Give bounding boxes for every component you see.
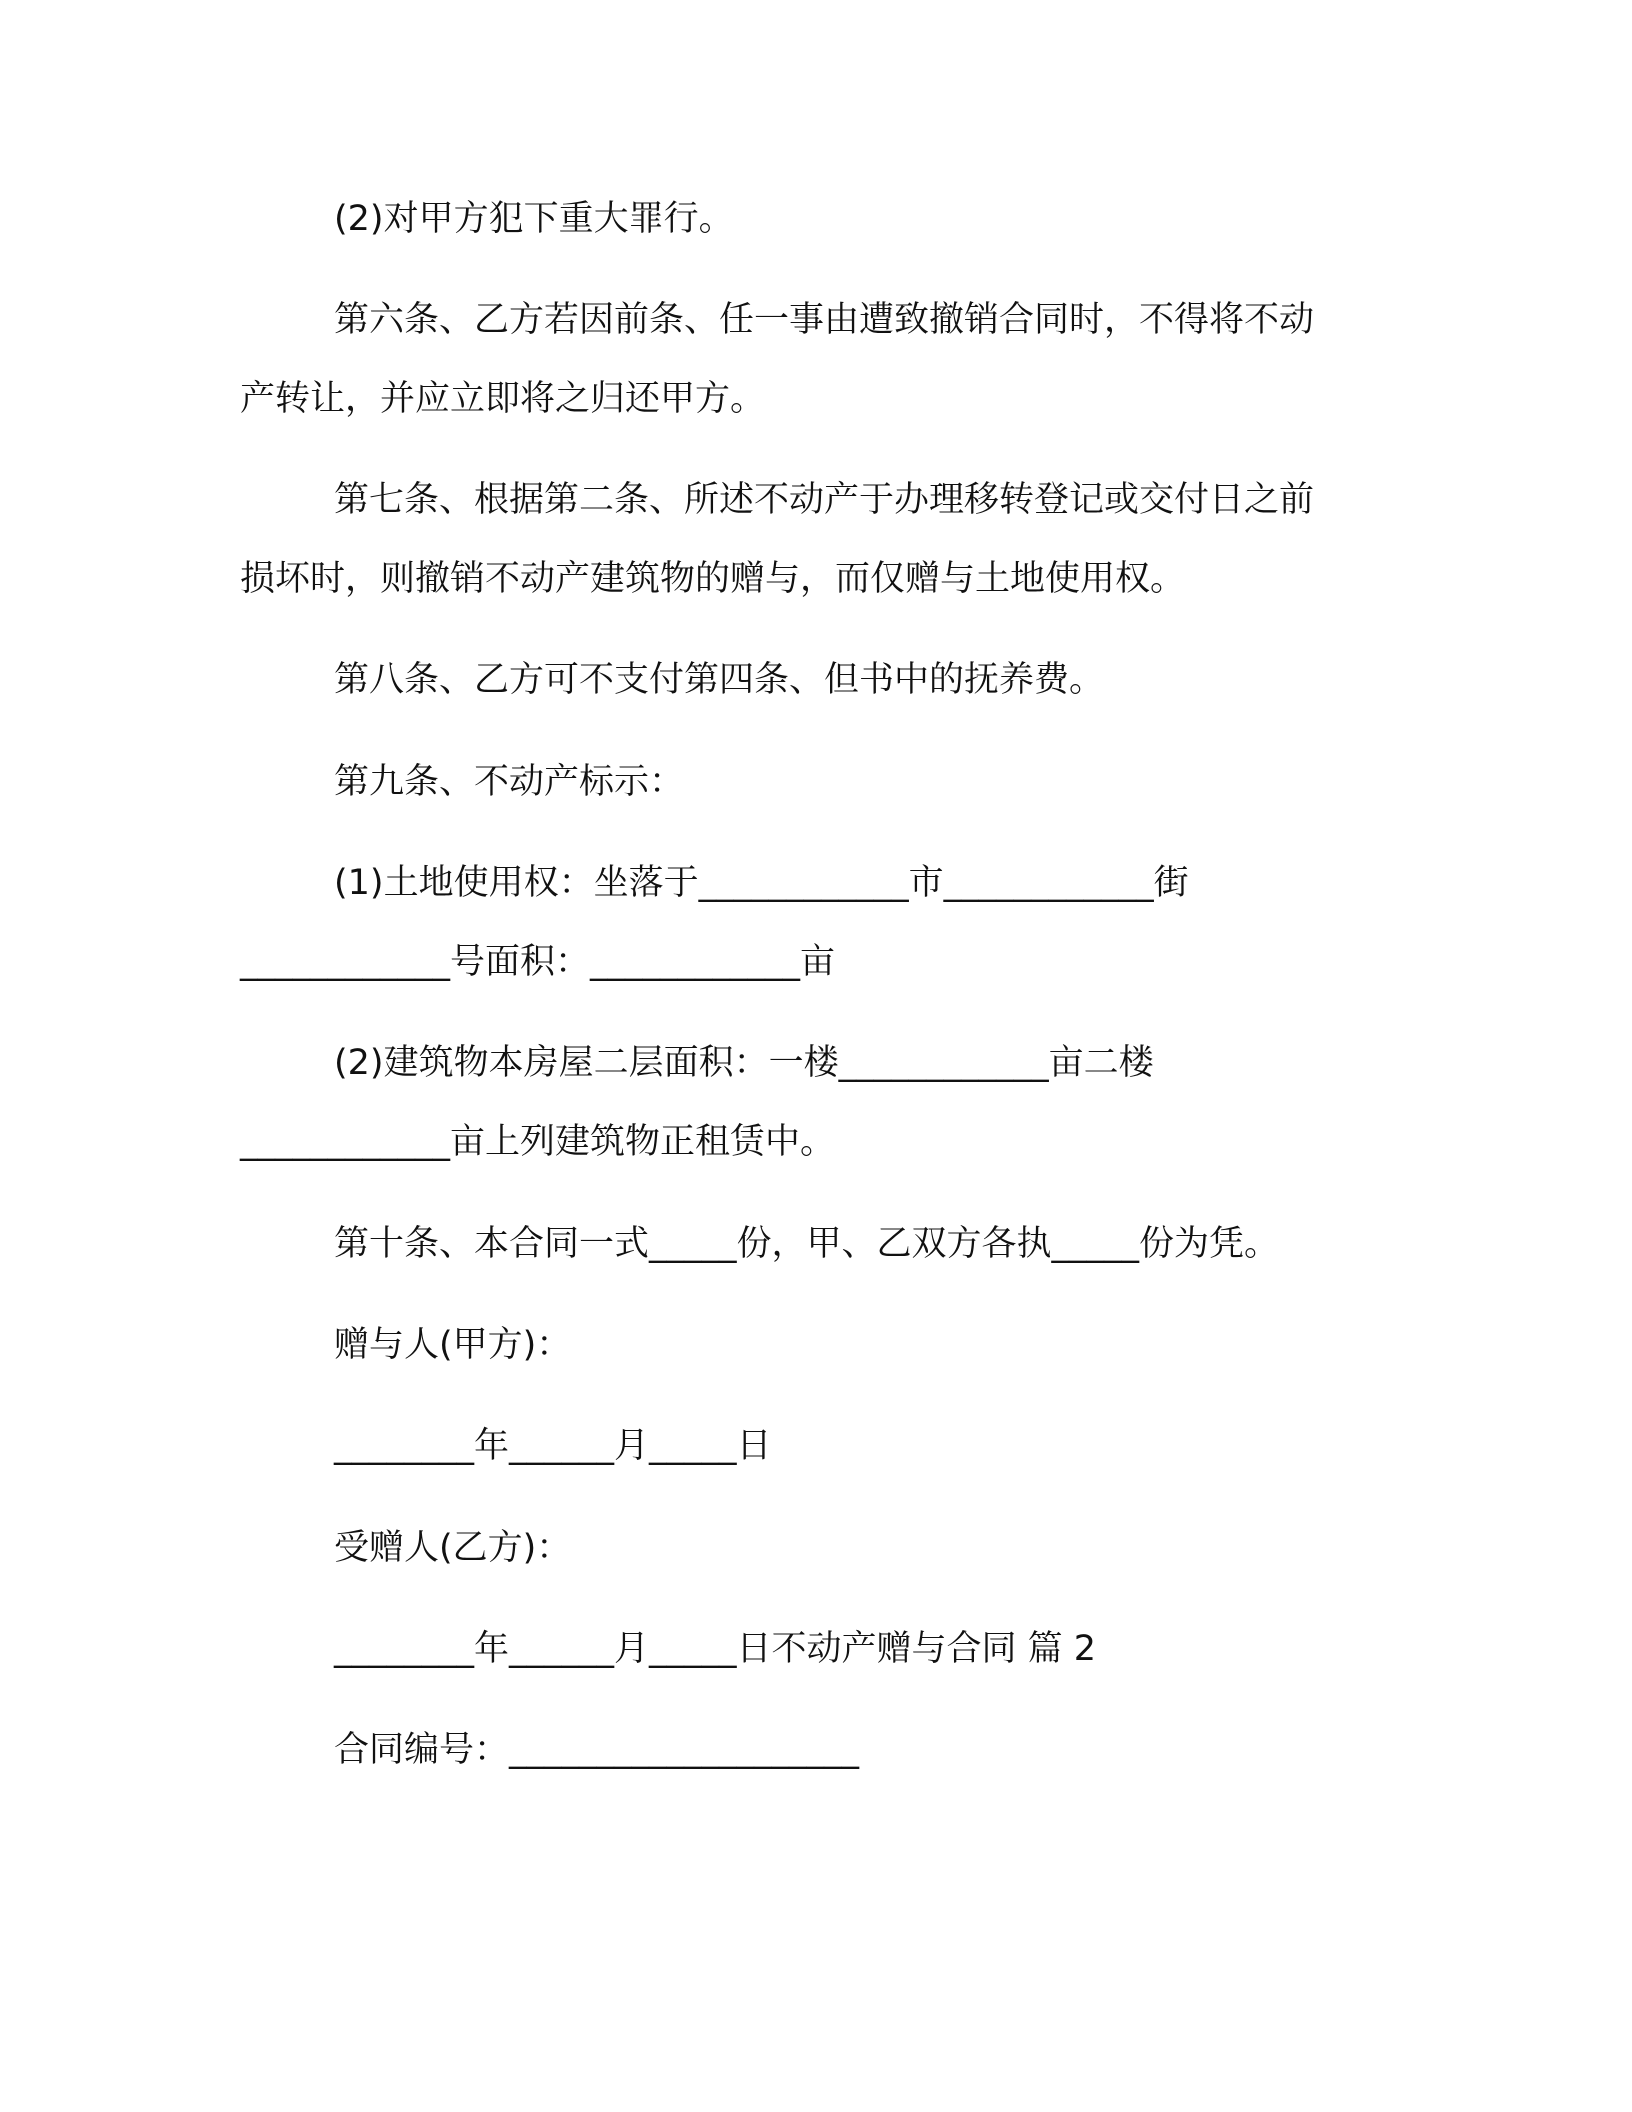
clause-7-line-1: 第七条、根据第二条、所述不动产于办理移转登记或交付日之前 [334, 480, 1315, 520]
clause-9-item-2-line-1: (2)建筑物本房屋二层面积：一楼____________亩二楼 [334, 1043, 1154, 1083]
contract-number: 合同编号：____________________ [334, 1730, 860, 1770]
clause-9-item-1-line-2: ____________号面积：____________亩 [240, 942, 836, 982]
donor-label: 赠与人(甲方)： [334, 1325, 572, 1365]
clause-9-item-1-line-1: (1)土地使用权：坐落于____________市____________街 [334, 863, 1189, 903]
clause-9-heading: 第九条、不动产标示： [334, 762, 685, 802]
clause-9-item-2-line-2: ____________亩上列建筑物正租赁中。 [240, 1122, 836, 1162]
donor-date: ________年______月_____日 [334, 1426, 772, 1466]
clause-7-line-2: 损坏时，则撤销不动产建筑物的赠与，而仅赠与土地使用权。 [240, 559, 1186, 599]
clause-10: 第十条、本合同一式_____份，甲、乙双方各执_____份为凭。 [334, 1224, 1280, 1264]
donee-date-and-next-title: ________年______月_____日不动产赠与合同 篇 2 [334, 1629, 1097, 1669]
donee-label: 受赠人(乙方)： [334, 1528, 572, 1568]
clause-5-item-2: (2)对甲方犯下重大罪行。 [334, 199, 734, 239]
clause-6-line-2: 产转让，并应立即将之归还甲方。 [240, 379, 766, 419]
clause-6-line-1: 第六条、乙方若因前条、任一事由遭致撤销合同时，不得将不动 [334, 300, 1315, 340]
clause-8: 第八条、乙方可不支付第四条、但书中的抚养费。 [334, 660, 1105, 700]
